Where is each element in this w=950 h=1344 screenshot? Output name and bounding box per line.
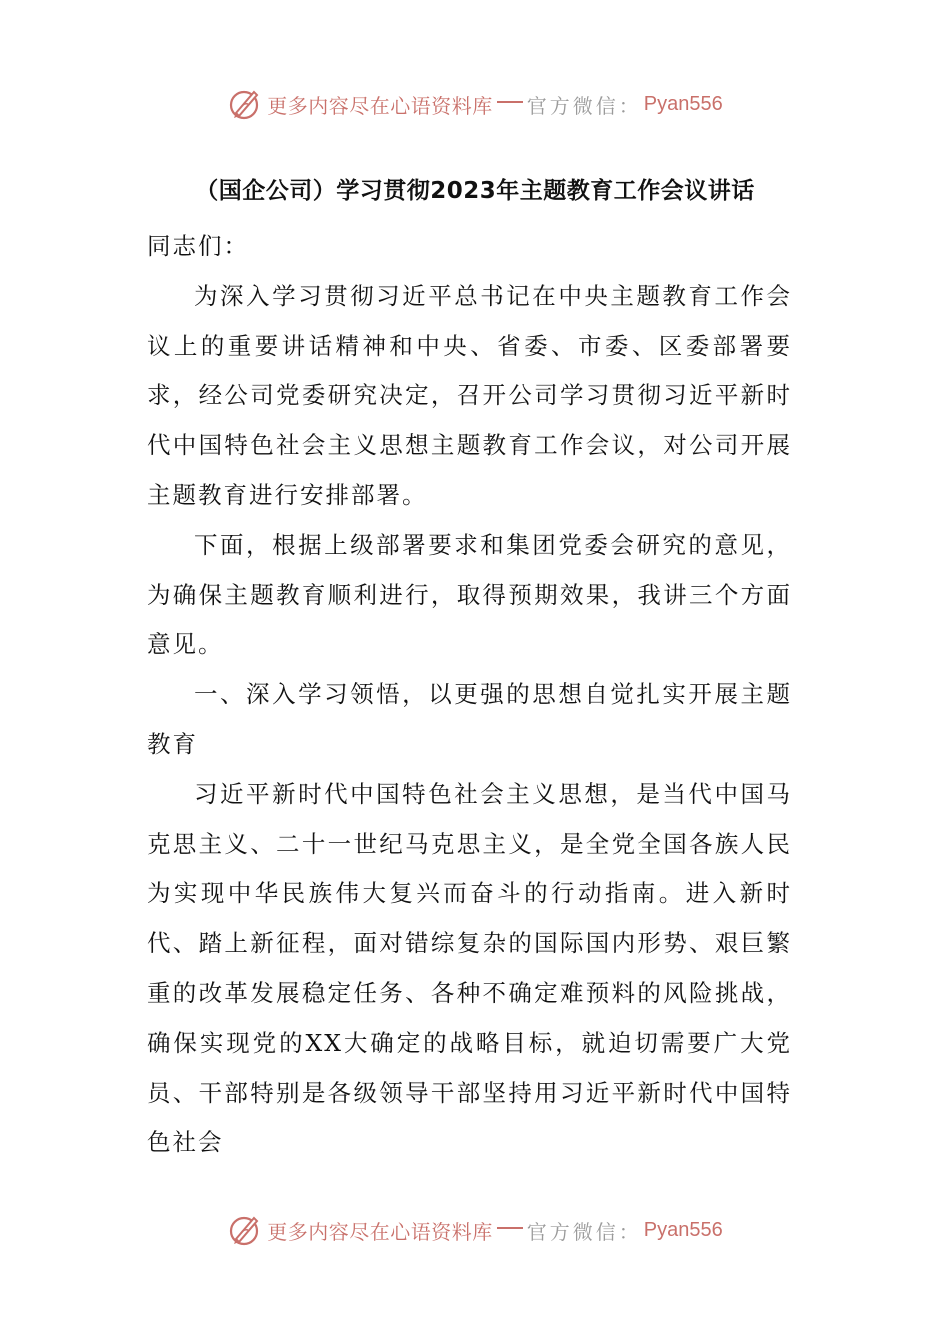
banner-wechat-id: Pyan556	[643, 1218, 723, 1241]
paragraph-1: 为深入学习贯彻习近平总书记在中央主题教育工作会议上的重要讲话精神和中央、省委、市委、区委部署要求，经公司党委研究决定，召开公司学习贯彻习近平新时代中国特色社会主义思想主题教育工作会议，对公司开展主题教育进行安排部署。	[147, 281, 792, 509]
pen-circle-icon	[227, 86, 263, 122]
section-heading-1: 一、深入学习领悟，以更强的思想自觉扎实开展主题教育	[147, 680, 792, 758]
paragraph-3: 习近平新时代中国特色社会主义思想，是当代中国马克思主义、二十一世纪马克思主义，是全党全国各族人民为实现中华民族伟大复兴而奋斗的行动指南。进入新时代、踏上新征程，面对错综复杂的国际国内形势、艰巨繁重的改革发展稳定任务、各种不确定难预料的风险挑战，确保实现党的XX大确定的战略目标，就迫切需要广大党员、干部特别是各级领导干部坚持用习近平新时代中国特色社会	[147, 779, 792, 1157]
document-body	[147, 222, 792, 1168]
banner-label: 官方微信：	[526, 1219, 642, 1244]
banner-text: 更多内容尽在心语资料库	[267, 1219, 493, 1244]
banner-text: 更多内容尽在心语资料库	[267, 93, 493, 118]
document-title: （国企公司）学习贯彻2023年主题教育工作会议讲话	[195, 178, 755, 204]
header-banner	[0, 84, 950, 124]
pen-circle-icon	[227, 1212, 263, 1248]
banner-wechat-id: Pyan556	[643, 92, 723, 115]
banner-divider	[497, 1227, 523, 1229]
paragraph-2: 下面，根据上级部署要求和集团党委会研究的意见，为确保主题教育顺利进行，取得预期效果，我讲三个方面意见。	[147, 530, 792, 659]
banner-divider	[497, 101, 523, 103]
greeting: 同志们：	[147, 232, 249, 260]
footer-banner	[0, 1210, 950, 1250]
banner-label: 官方微信：	[526, 93, 642, 118]
